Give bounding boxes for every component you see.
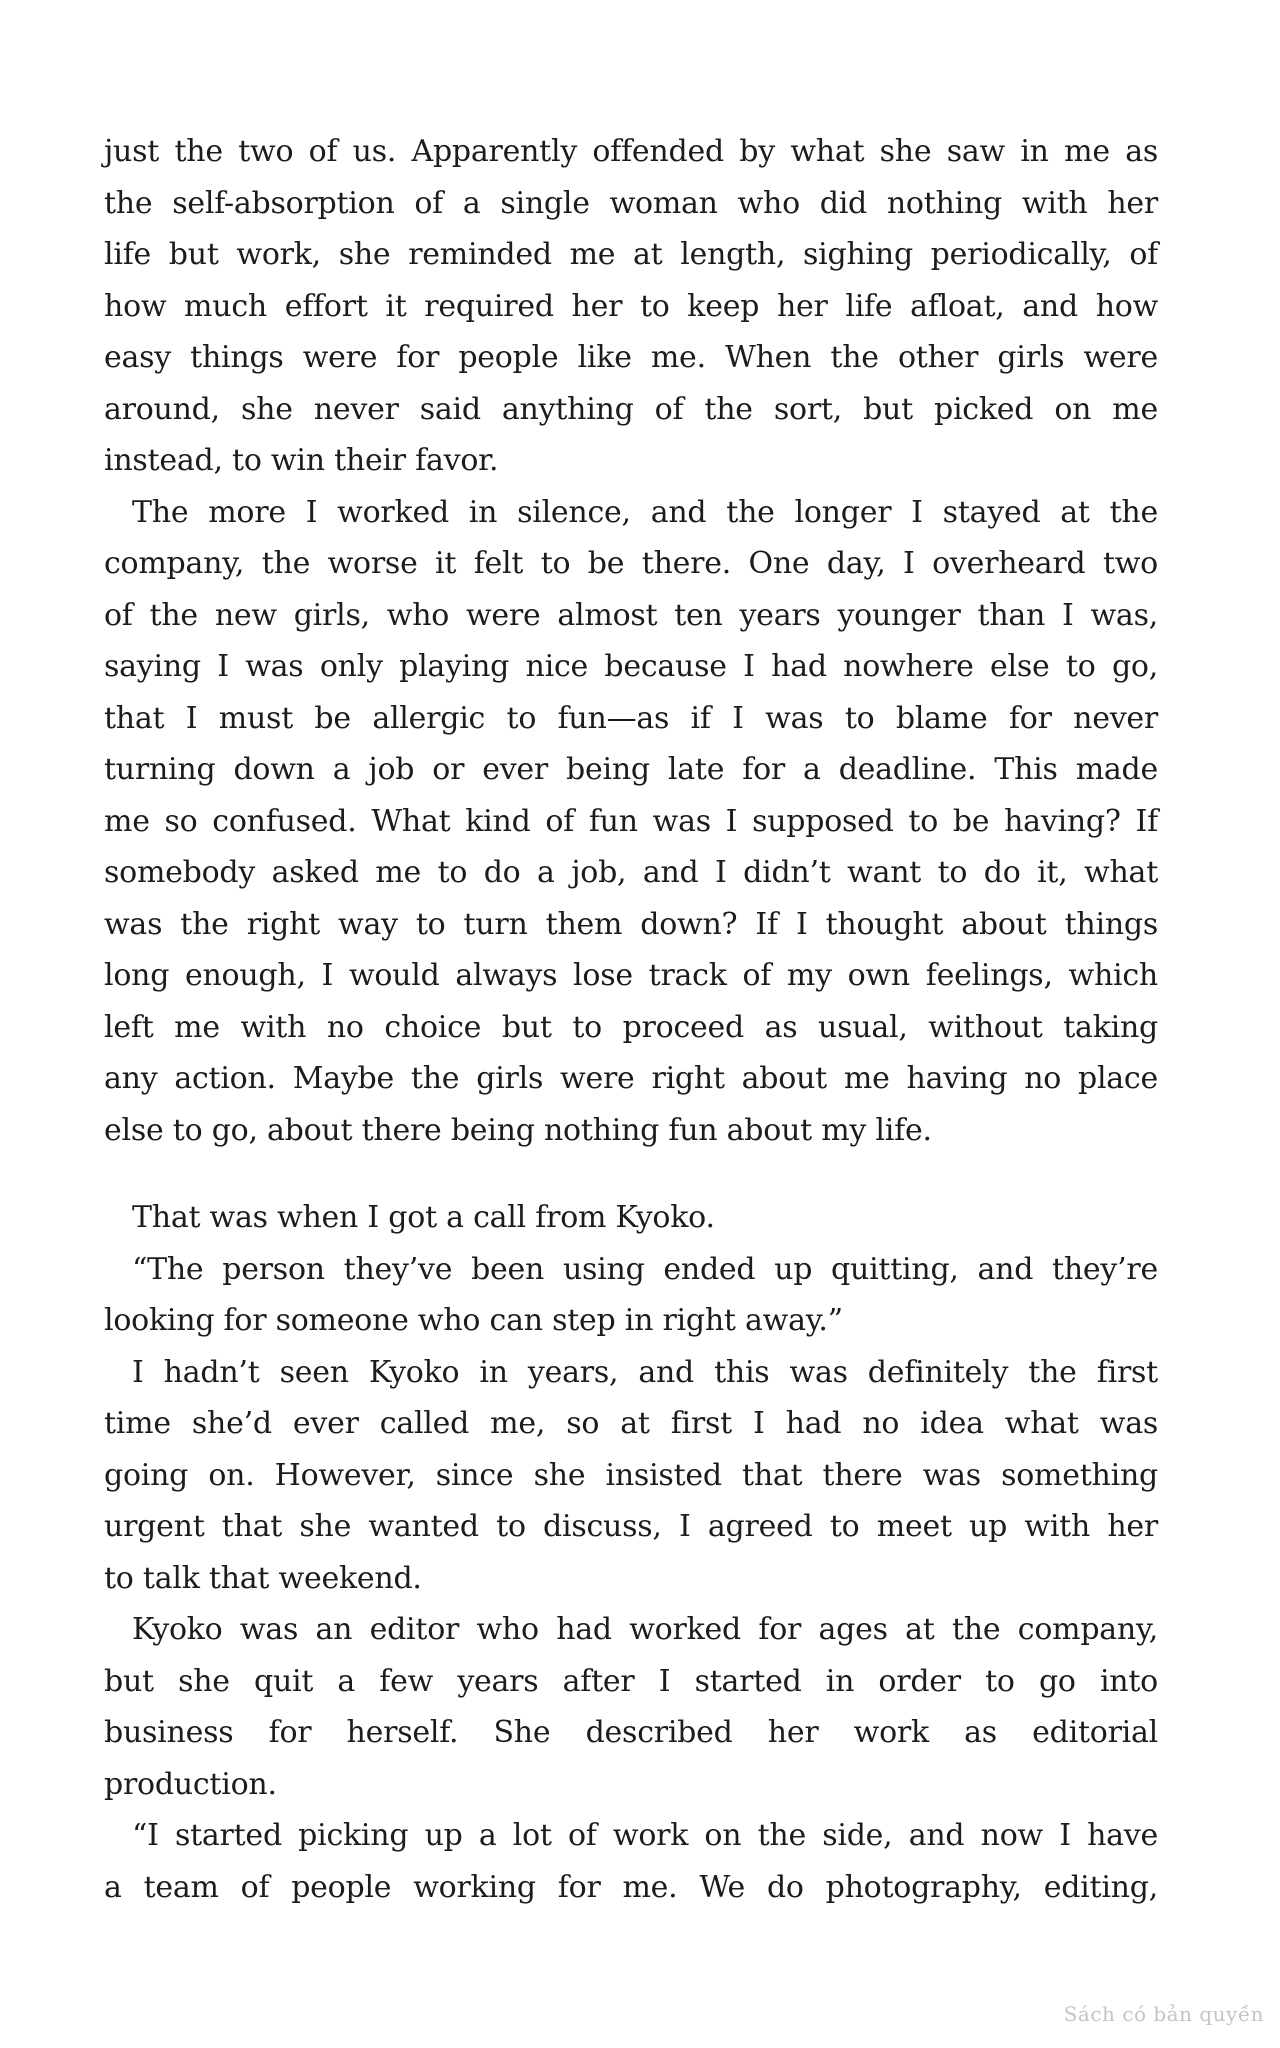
paragraph	[104, 487, 1158, 1157]
text-line: “The person they’ve been using ended up quitting, and they’re	[132, 1251, 1158, 1287]
text-line: around, she never said anything of the sort, but picked on me	[104, 391, 1158, 427]
text-line: was the right way to turn them down? If I thought about things	[104, 906, 1158, 942]
paragraph	[104, 126, 1158, 487]
body-text-column	[104, 126, 1158, 1913]
text-line: The more I worked in silence, and the longer I stayed at the	[132, 494, 1158, 530]
paragraph	[104, 1244, 1158, 1347]
text-line: somebody asked me to do a job, and I didn’t want to do it, what	[104, 855, 1158, 890]
text-line: left me with no choice but to proceed as usual, without taking	[104, 1009, 1158, 1045]
text-line: else to go, about there being nothing fun about my life.	[104, 1112, 932, 1148]
text-line: a team of people working for me. We do photography, editing,	[104, 1869, 1158, 1905]
text-line: to talk that weekend.	[104, 1560, 422, 1596]
text-line: turning down a job or ever being late for a deadline. This made	[104, 752, 1158, 787]
text-line: company, the worse it felt to be there. One day, I overheard two	[104, 546, 1158, 581]
text-line: Kyoko was an editor who had worked for ages at the company,	[132, 1612, 1158, 1647]
text-line: but she quit a few years after I started in order to go into	[104, 1663, 1158, 1699]
text-line: going on. However, since she insisted that there was something	[104, 1457, 1158, 1493]
text-line: how much effort it required her to keep her life afloat, and how	[104, 288, 1158, 324]
copyright-watermark: Sách có bản quyền	[1063, 2002, 1264, 2026]
text-line: instead, to win their favor.	[104, 443, 499, 478]
text-line: any action. Maybe the girls were right about me having no place	[104, 1061, 1158, 1096]
paragraph	[104, 1192, 1158, 1244]
text-line: the self-absorption of a single woman who did nothing with her	[104, 185, 1158, 221]
text-line: just the two of us. Apparently offended by what she saw in me as	[104, 134, 1158, 169]
text-line: I hadn’t seen Kyoko in years, and this was definitely the first	[132, 1354, 1158, 1390]
text-line: urgent that she wanted to discuss, I agreed to meet up with her	[104, 1509, 1158, 1544]
text-line: That was when I got a call from Kyoko.	[132, 1200, 715, 1235]
paragraph	[104, 1604, 1158, 1810]
paragraph	[104, 1810, 1158, 1913]
text-line: of the new girls, who were almost ten years younger than I was,	[104, 597, 1158, 633]
text-line: saying I was only playing nice because I had nowhere else to go,	[104, 649, 1158, 684]
text-line: long enough, I would always lose track of my own feelings, which	[104, 958, 1158, 993]
text-line: looking for someone who can step in right away.”	[104, 1303, 843, 1338]
text-line: time she’d ever called me, so at first I had no idea what was	[104, 1406, 1158, 1441]
text-line: production.	[104, 1766, 277, 1802]
text-line: me so confused. What kind of fun was I supposed to be having? If	[104, 803, 1158, 839]
text-line: business for herself. She described her work as editorial	[104, 1715, 1158, 1750]
section-break	[104, 1156, 1158, 1192]
text-line: life but work, she reminded me at length, sighing periodically, of	[104, 237, 1158, 272]
text-line: that I must be allergic to fun—as if I was to blame for never	[104, 700, 1158, 736]
text-line: easy things were for people like me. When the other girls were	[104, 340, 1158, 375]
paragraph	[104, 1347, 1158, 1605]
text-line: “I started picking up a lot of work on the side, and now I have	[132, 1818, 1158, 1853]
